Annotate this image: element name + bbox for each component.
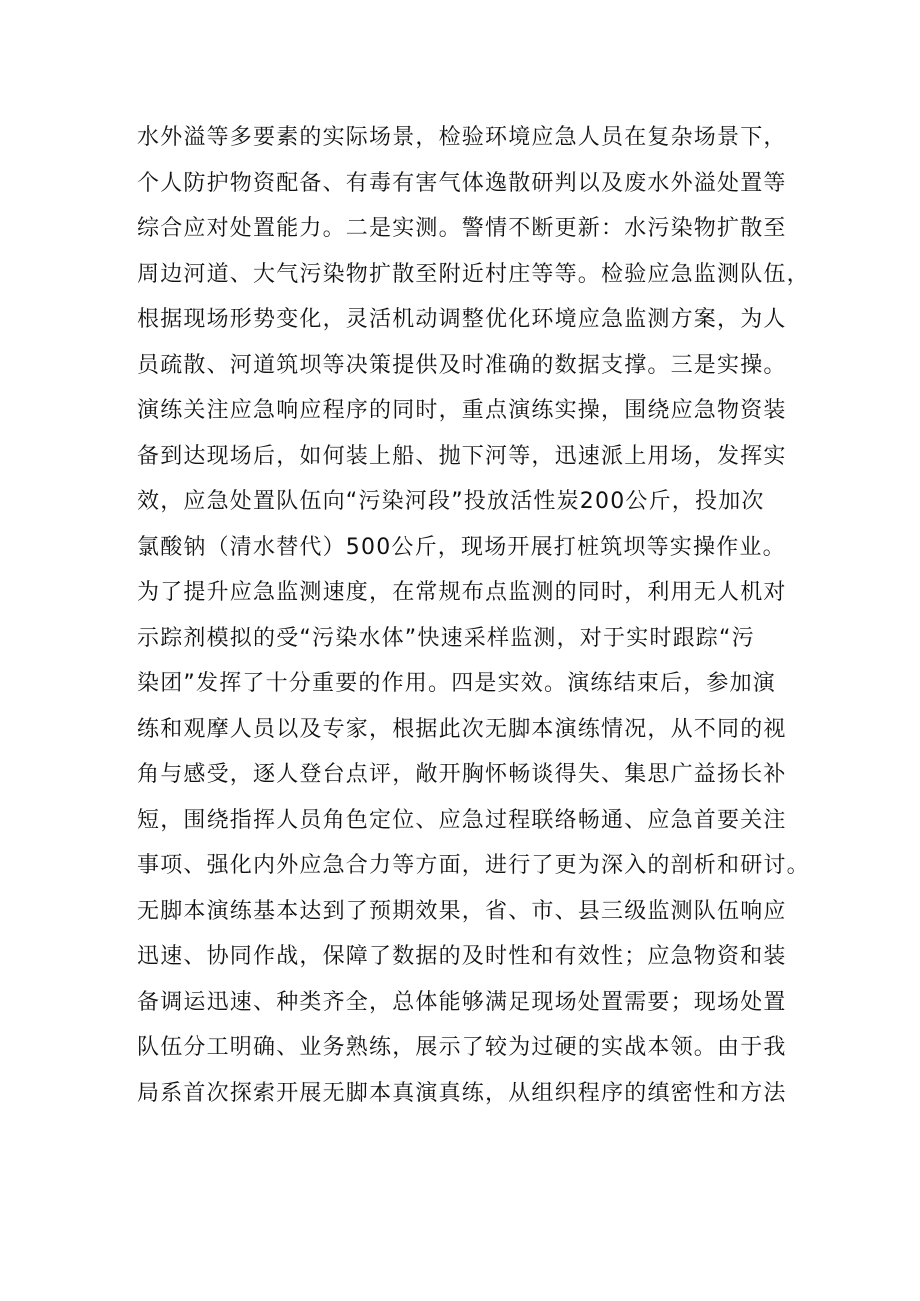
text-line: 短，围绕指挥人员角色定位、应急过程联络畅通、应急首要关注 xyxy=(137,807,787,833)
text-line: 根据现场形势变化，灵活机动调整优化环境应急监测方案，为人 xyxy=(137,307,787,332)
text-line: 局系首次探索开展无脚本真演真练，从组织程序的缜密性和方法 xyxy=(137,1080,787,1106)
text-line: 角与感受，逐人登台点评，敞开胸怀畅谈得失、集思广益扬长补 xyxy=(137,762,787,787)
body-text xyxy=(137,115,817,1116)
text-line: 无脚本演练基本达到了预期效果，省、市、县三级监测队伍响应 xyxy=(137,898,787,924)
text-line: 演练关注应急响应程序的同时，重点演练实操，围绕应急物资装 xyxy=(137,398,787,423)
text-line: 备调运迅速、种类齐全，总体能够满足现场处置需要；现场处置 xyxy=(137,989,787,1015)
text-line: 迅速、协同作战，保障了数据的及时性和有效性；应急物资和装 xyxy=(137,944,787,969)
text-line: 周边河道、大气污染物扩散至附近村庄等等。检验应急监测队伍， xyxy=(137,261,810,287)
text-line: 综合应对处置能力。二是实测。警情不断更新：水污染物扩散至 xyxy=(137,216,787,241)
text-line: 练和观摩人员以及专家，根据此次无脚本演练情况，从不同的视 xyxy=(137,716,787,742)
text-line: 员疏散、河道筑坝等决策提供及时准确的数据支撑。三是实操。 xyxy=(137,352,787,378)
text-line: 队伍分工明确、业务熟练，展示了较为过硬的实战本领。由于我 xyxy=(137,1035,787,1060)
text-line: 事项、强化内外应急合力等方面，进行了更为深入的剖析和研讨。 xyxy=(137,853,810,878)
text-line: 效，应急处置队伍向“污染河段”投放活性炭200公斤，投加次 xyxy=(137,489,765,514)
text-line: 氯酸钠（清水替代）500公斤，现场开展打桩筑坝等实操作业。 xyxy=(137,534,786,560)
text-line: 为了提升应急监测速度，在常规布点监测的同时，利用无人机对 xyxy=(137,580,787,605)
text-line: 水外溢等多要素的实际场景，检验环境应急人员在复杂场景下， xyxy=(137,125,787,150)
text-line: 示踪剂模拟的受“污染水体”快速采样监测，对于实时跟踪“污 xyxy=(137,625,755,651)
text-line: 染团”发挥了十分重要的作用。四是实效。演练结束后，参加演 xyxy=(137,671,776,696)
text-line: 备到达现场后，如何装上船、抛下河等，迅速派上用场，发挥实 xyxy=(137,443,787,469)
text-line: 个人防护物资配备、有毒有害气体逸散研判以及废水外溢处置等 xyxy=(137,170,787,196)
